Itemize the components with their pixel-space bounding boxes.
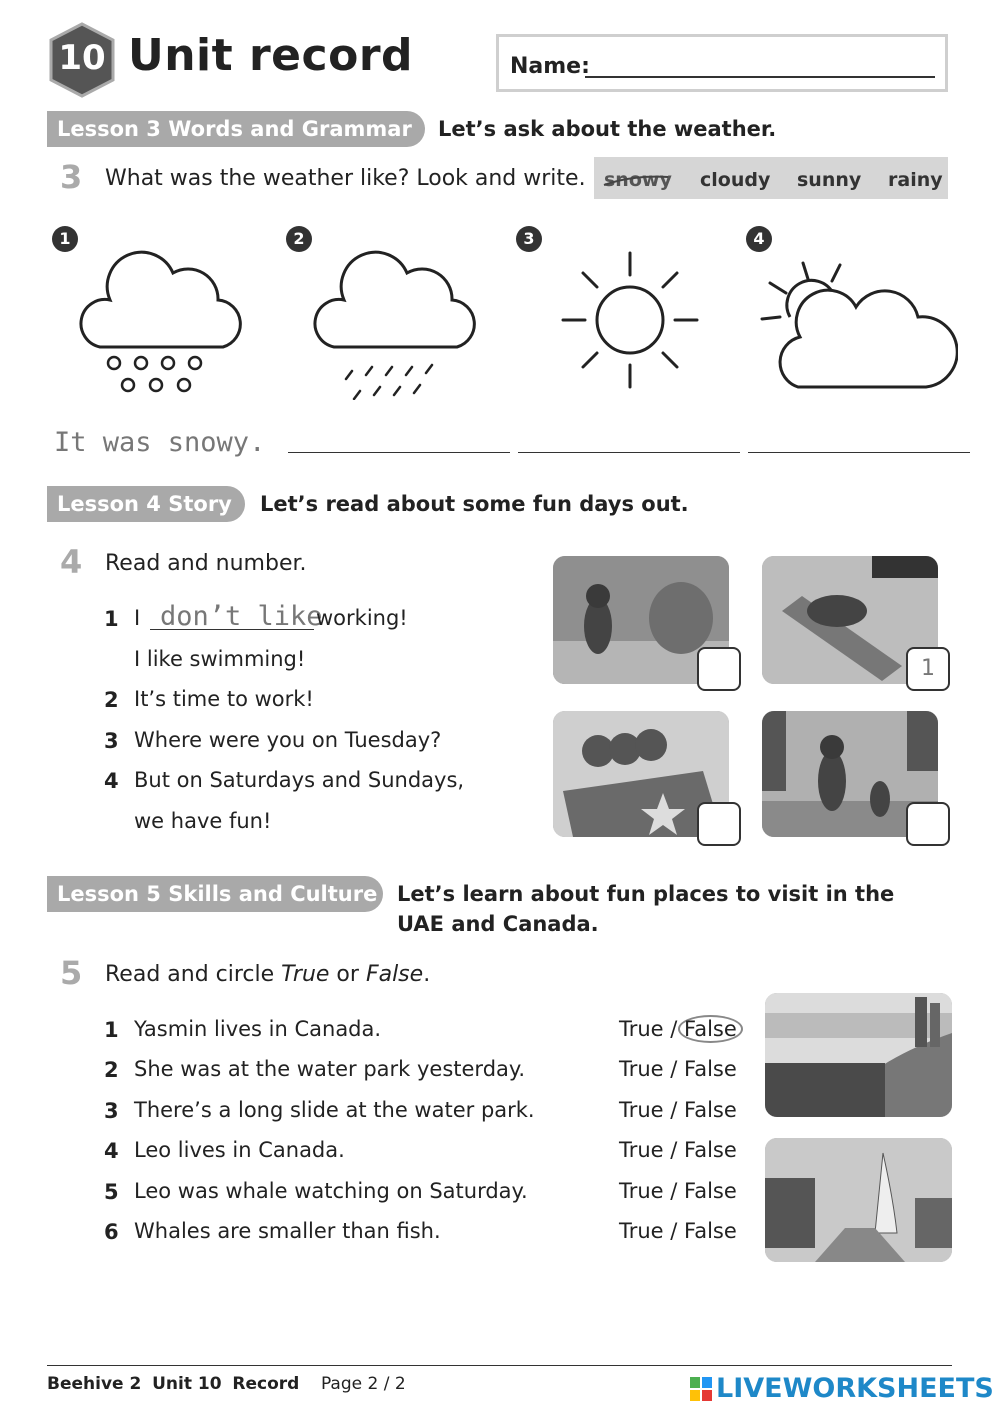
true-false-choice [619,1098,737,1122]
item-number: 2 [104,688,119,712]
false-option[interactable]: False [684,1179,737,1203]
statement-number: 4 [104,1139,119,1163]
word-bank [594,157,948,199]
snow-cloud-icon [78,245,250,400]
footer [47,1374,406,1394]
picture-answer-box[interactable]: 1 [906,647,950,691]
sun-icon [555,245,705,395]
story-line: we have fun! [134,809,272,833]
lesson3-tab: Lesson 3 Words and Grammar [47,111,425,147]
false-option[interactable]: False [678,1015,743,1043]
liveworksheets-icon [690,1377,712,1401]
exercise-number: 4 [60,543,83,581]
answer-line-4[interactable] [748,452,970,453]
instruction-false: False [365,962,424,987]
exercise-instruction [105,962,430,987]
exercise-instruction: Read and number. [105,551,307,576]
liveworksheets-text: LIVEWORKSHEETS [716,1373,994,1404]
true-false-choice [619,1138,737,1162]
word-bank-word: sunny [797,169,862,191]
false-option[interactable]: False [684,1098,737,1122]
statement-text: Leo lives in Canada. [134,1138,345,1162]
unit-number: 10 [58,38,106,78]
option-separator: / [663,1219,685,1243]
exercise-instruction: What was the weather like? Look and write. [105,166,586,191]
story-line: But on Saturdays and Sundays, [134,768,465,792]
name-input-line[interactable] [585,76,935,78]
statement-number: 2 [104,1058,119,1082]
instruction-end: . [423,962,431,987]
story-line: I like swimming! [134,647,306,671]
picture-number: 4 [746,226,772,252]
true-option[interactable]: True [619,1017,664,1041]
sun-behind-cloud-icon [758,255,958,395]
true-option[interactable]: True [619,1057,664,1081]
picture-answer-box[interactable] [697,802,741,846]
false-option[interactable]: False [684,1138,737,1162]
story-line: Where were you on Tuesday? [134,728,442,752]
word-bank-word: rainy [888,169,943,191]
lesson4-tab: Lesson 4 Story [47,486,245,522]
instruction-or: or [329,962,366,987]
option-separator: / [663,1138,685,1162]
option-separator: / [663,1098,685,1122]
option-separator: / [663,1017,685,1041]
footer-book: Beehive 2 [47,1374,142,1394]
name-label: Name: [510,54,590,79]
instruction-text: Read and circle [105,962,282,987]
exercise-number: 5 [60,954,83,992]
true-false-choice [619,1017,743,1041]
canada-city-photo [765,993,952,1117]
story-line-suffix: working! [316,606,408,630]
footer-divider [47,1365,952,1366]
item-number: 1 [104,607,119,631]
exercise-number: 3 [60,158,83,196]
strikethrough-mark [602,169,670,191]
footer-unit: Unit 10 [152,1374,222,1394]
lesson5-title: Let’s learn about fun places to visit in the [397,882,895,906]
instruction-true: True [281,962,330,987]
word-bank-word: snowy [604,169,672,191]
true-option[interactable]: True [619,1098,664,1122]
true-false-choice [619,1057,737,1081]
story-line-prefix: I [134,606,141,630]
statement-number: 3 [104,1099,119,1123]
word-bank-word: cloudy [700,169,771,191]
rain-cloud-icon [312,245,484,400]
picture-number: 1 [52,226,78,252]
liveworksheets-logo[interactable] [690,1373,994,1404]
statement-number: 6 [104,1220,119,1244]
story-line: It’s time to work! [134,687,314,711]
true-option[interactable]: True [619,1219,664,1243]
item-number: 4 [104,769,119,793]
statement-number: 1 [104,1018,119,1042]
story-example-answer: don’t like [160,601,323,632]
item-number: 3 [104,729,119,753]
option-separator: / [663,1179,685,1203]
lesson4-title: Let’s read about some fun days out. [260,492,689,516]
true-option[interactable]: True [619,1179,664,1203]
true-option[interactable]: True [619,1138,664,1162]
answer-line-3[interactable] [518,452,740,453]
picture-number: 2 [286,226,312,252]
footer-page: Page 2 / 2 [320,1374,406,1394]
statement-text: Whales are smaller than fish. [134,1219,441,1243]
answer-line-2[interactable] [288,452,510,453]
statement-number: 5 [104,1180,119,1204]
picture-answer-box[interactable] [697,647,741,691]
statement-text: There’s a long slide at the water park. [134,1098,535,1122]
false-option[interactable]: False [684,1219,737,1243]
footer-record: Record [232,1374,300,1394]
example-answer: It was snowy. [54,427,266,458]
lesson5-tab: Lesson 5 Skills and Culture [47,876,383,912]
statement-text: Yasmin lives in Canada. [134,1017,382,1041]
statement-text: Leo was whale watching on Saturday. [134,1179,528,1203]
picture-answer-box[interactable] [906,802,950,846]
lesson3-title: Let’s ask about the weather. [438,117,777,141]
uae-dubai-photo [765,1138,952,1262]
option-separator: / [663,1057,685,1081]
true-false-choice [619,1179,737,1203]
picture-number: 3 [516,226,542,252]
statement-text: She was at the water park yesterday. [134,1057,526,1081]
false-option[interactable]: False [684,1057,737,1081]
lesson5-title-line2: UAE and Canada. [397,912,599,936]
page-title: Unit record [128,30,414,81]
true-false-choice [619,1219,737,1243]
